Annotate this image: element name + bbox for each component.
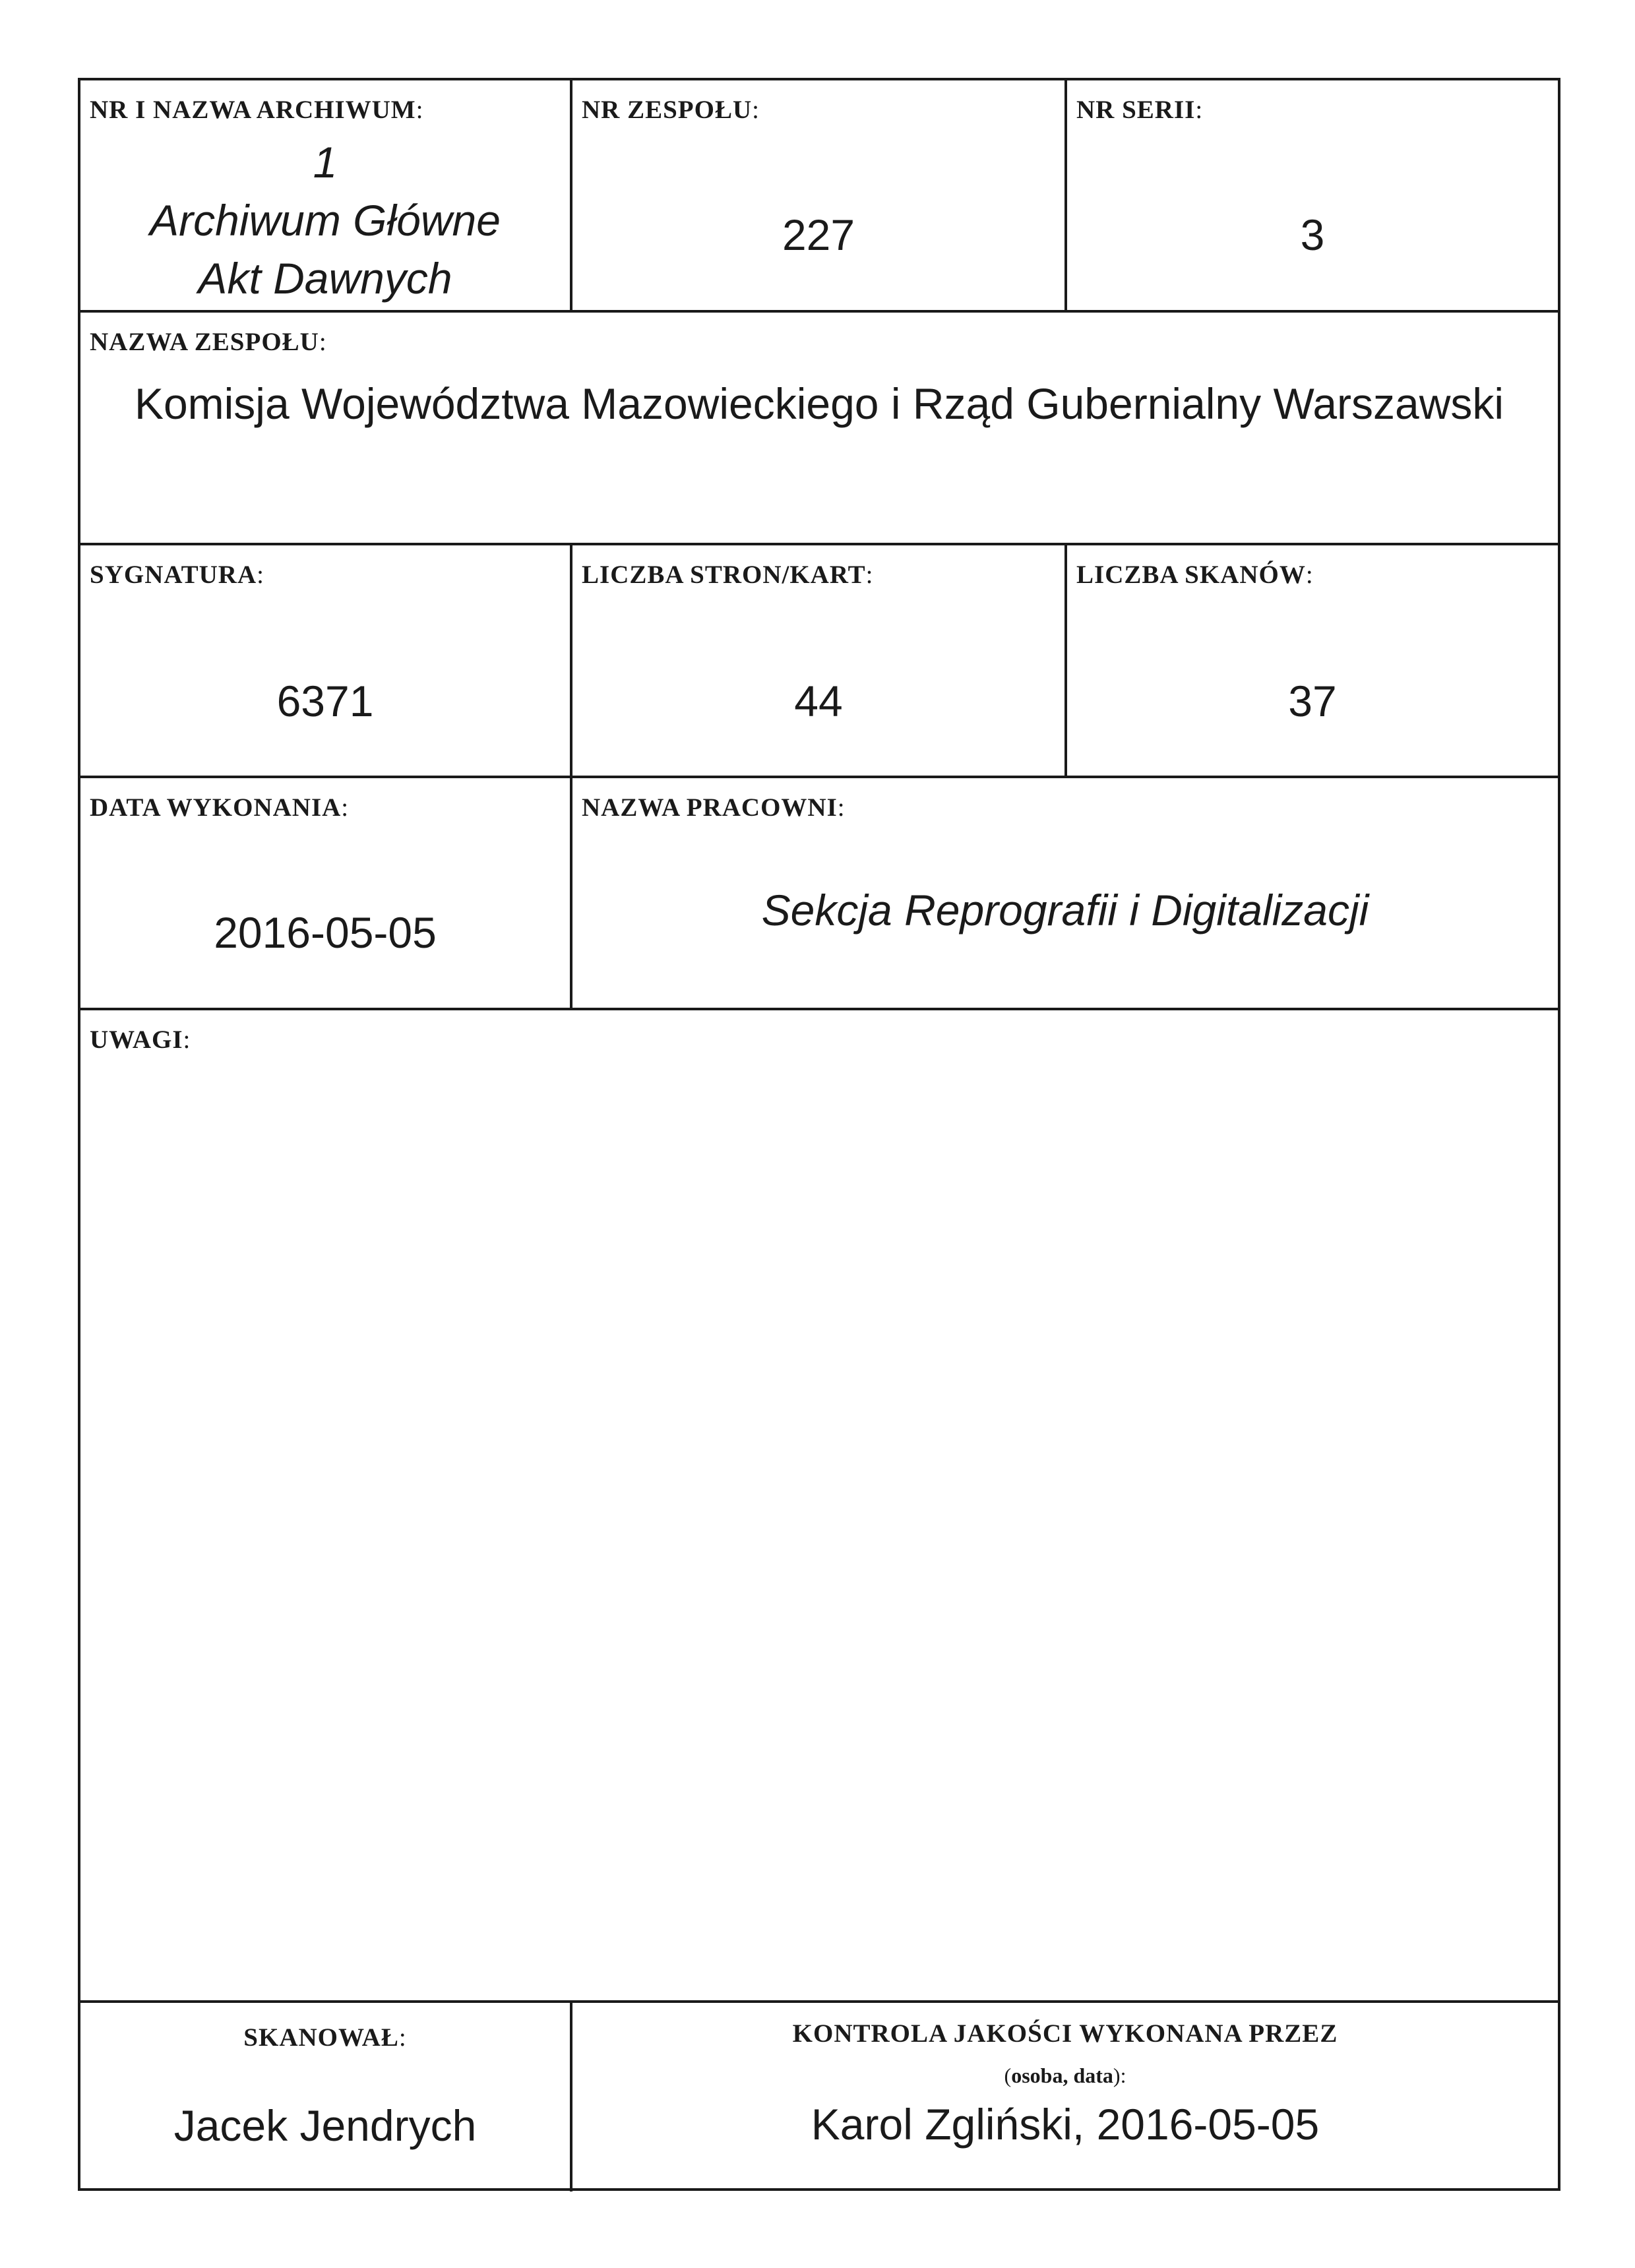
execution-date-label: DATA WYKONANIA: [90, 793, 350, 822]
quality-control-value: Karol Zgliński, 2016-05-05 [811, 2100, 1320, 2149]
fond-number-cell [572, 80, 1064, 310]
signature-value: 6371 [276, 677, 374, 725]
pages-count-cell [572, 545, 1064, 776]
archive-name [80, 133, 570, 307]
archive-cell [80, 80, 570, 310]
workshop-name-label: NAZWA PRACOWNI: [582, 793, 846, 822]
pages-count-value: 44 [794, 677, 843, 725]
workshop-name-value: Sekcja Reprografii i Digitalizacji [761, 886, 1369, 935]
signature-label: SYGNATURA: [90, 561, 264, 589]
quality-control-note: (osoba, data): [1004, 2064, 1126, 2087]
pages-count-label: LICZBA STRON/KART: [582, 561, 874, 589]
signature-cell [80, 545, 570, 776]
archive-name-line2: Akt Dawnych [198, 254, 452, 303]
archive-name-line1: Archiwum Główne [150, 196, 501, 245]
series-number-cell [1067, 80, 1558, 310]
scanned-by-cell [80, 2003, 570, 2191]
quality-control-cell [572, 2003, 1558, 2191]
fond-name-cell [80, 313, 1558, 543]
fond-number-label: NR ZESPOŁU: [582, 96, 760, 124]
series-number-value: 3 [1300, 210, 1325, 259]
execution-date-cell [80, 778, 570, 1008]
scans-count-value: 37 [1288, 677, 1337, 725]
remarks-cell [80, 1010, 1558, 2000]
scans-count-label: LICZBA SKANÓW: [1076, 561, 1314, 589]
fond-name-label: NAZWA ZESPOŁU: [90, 328, 327, 356]
fond-name-value: Komisja Województwa Mazowieckiego i Rząd Gubernialny Warszawski [134, 379, 1504, 428]
workshop-name-cell [572, 778, 1558, 1008]
scans-count-cell [1067, 545, 1558, 776]
remarks-label: UWAGI: [90, 1026, 191, 1054]
archive-label: NR I NAZWA ARCHIWUM: [90, 96, 424, 124]
quality-control-label: KONTROLA JAKOŚCI WYKONANA PRZEZ [792, 2019, 1338, 2048]
fond-number-value: 227 [782, 210, 855, 259]
execution-date-value: 2016-05-05 [214, 908, 437, 957]
series-number-label: NR SERII: [1076, 96, 1204, 124]
archive-number: 1 [313, 138, 338, 187]
scanned-by-label: SKANOWAŁ: [243, 2023, 407, 2052]
metadata-sheet [78, 78, 1560, 2191]
scanned-by-value: Jacek Jendrych [173, 2101, 477, 2150]
